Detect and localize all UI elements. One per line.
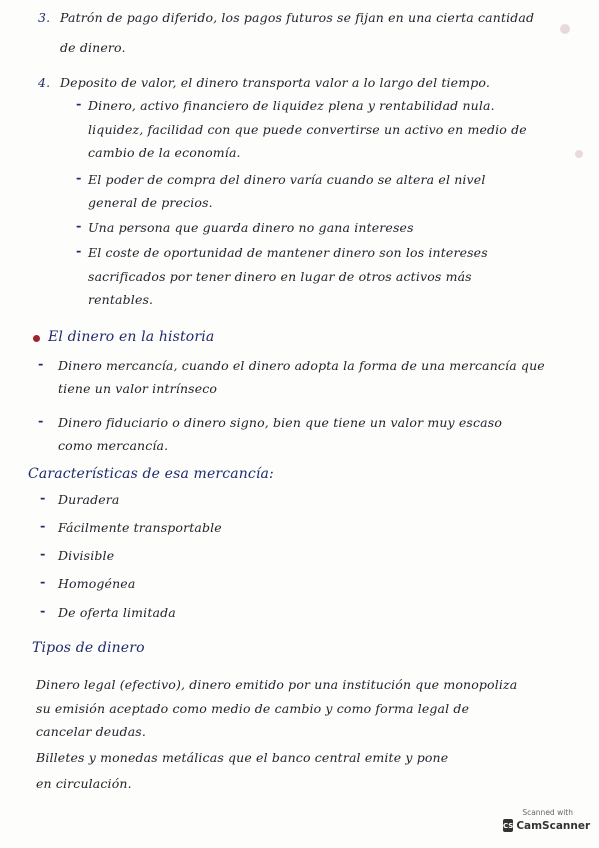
list-item: Duradera [58,492,120,507]
note-line: cambio de la economía. [88,145,241,160]
note-line: Dinero legal (efectivo), dinero emitido por una institución que monopoliza [36,677,518,692]
note-line: El coste de oportunidad de mantener dinero son los intereses [88,245,488,260]
note-line: El poder de compra del dinero varía cuando se altera el nivel [88,172,486,187]
note-line: Dinero mercancía, cuando el dinero adopta la forma de una mercancía que [58,358,545,373]
list-item: Divisible [58,548,115,563]
section-heading: Características de esa mercancía: [28,466,274,482]
dash-marker: - [40,575,46,590]
item-number: 4. [38,75,51,90]
note-line: Billetes y monedas metálicas que el banco central emite y pone [36,750,449,765]
dash-marker: - [40,491,46,506]
list-item: Fácilmente transportable [58,520,222,535]
note-line: su emisión aceptado como medio de cambio y como forma legal de [36,701,470,716]
dash-marker: - [76,97,82,112]
note-line: liquidez, facilidad con que puede convertirse un activo en medio de [88,122,527,137]
stamp-caption: Scanned with [522,808,573,817]
note-line: sacrificados por tener dinero en lugar de otros activos más [88,269,472,284]
note-line: Una persona que guarda dinero no gana intereses [88,220,414,235]
note-line: tiene un valor intrínseco [58,381,218,396]
note-line: Dinero fiduciario o dinero signo, bien que tiene un valor muy escaso [58,415,502,430]
note-line: Dinero, activo financiero de liquidez plena y rentabilidad nula. [88,98,495,113]
red-bullet [33,335,40,342]
note-line: rentables. [88,292,154,307]
dash-marker: - [40,547,46,562]
section-heading: El dinero en la historia [48,329,215,345]
note-line: de dinero. [60,40,126,55]
dash-marker: - [76,171,82,186]
note-line: en circulación. [36,776,132,791]
stamp-brand: CamScanner [516,819,591,832]
dash-marker: - [40,519,46,534]
section-heading: Tipos de dinero [32,640,145,656]
note-line: cancelar deudas. [36,724,146,739]
smudge-mark [560,24,570,34]
smudge-mark [575,150,583,158]
note-line: Patrón de pago diferido, los pagos futuros se fijan en una cierta cantidad [60,10,535,25]
dash-marker: - [40,604,46,619]
note-line: como mercancía. [58,438,169,453]
camscanner-logo-icon: CS [503,819,513,832]
note-line: Deposito de valor, el dinero transporta valor a lo largo del tiempo. [60,75,490,90]
dash-marker: - [76,219,82,234]
dash-marker: - [38,414,44,429]
camscanner-stamp [503,808,591,838]
list-item: Homogénea [58,576,136,591]
dash-marker: - [76,244,82,259]
note-line: general de precios. [88,195,213,210]
dash-marker: - [38,357,44,372]
list-item: De oferta limitada [58,605,176,620]
item-number: 3. [38,10,51,25]
